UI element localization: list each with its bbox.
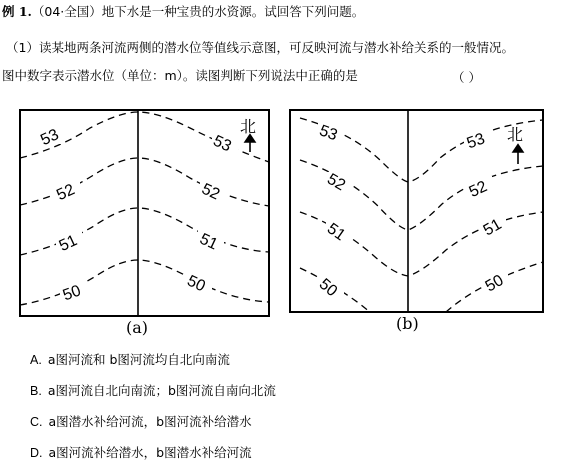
label-a-52-right: 52 xyxy=(198,180,223,204)
north-label-a: 北 xyxy=(240,117,257,136)
option-c[interactable] xyxy=(30,412,252,430)
label-b-50-right: 50 xyxy=(482,271,507,296)
option-a-text: a图河流和 b图河流均自北向南流 xyxy=(47,352,230,367)
caption-a: (a) xyxy=(126,318,149,337)
label-a-50-left: 50 xyxy=(60,282,84,305)
label-b-52-right: 52 xyxy=(466,178,490,202)
diagram-a xyxy=(20,110,269,337)
label-b-53-left: 53 xyxy=(316,122,340,145)
option-b[interactable] xyxy=(30,381,276,399)
question-number: 例 1. xyxy=(2,4,32,19)
label-b-51-right: 51 xyxy=(480,215,505,240)
subquestion-1: （1）读某地两条河流两侧的潜水位等值线示意图，可反映河流与潜水补给关系的一般情况。 xyxy=(6,40,514,55)
label-a-53-right: 53 xyxy=(210,132,234,156)
option-c-text: a图潜水补给河流，b图河流补给潜水 xyxy=(48,414,252,429)
label-a-53-left: 53 xyxy=(38,126,62,150)
option-a-letter: A. xyxy=(30,353,42,367)
label-a-50-right: 50 xyxy=(184,272,208,296)
option-b-text: a图河流自北向南流；b图河流自南向北流 xyxy=(47,383,276,398)
label-b-50-left: 50 xyxy=(315,275,341,301)
option-b-letter: B. xyxy=(30,384,42,398)
answer-blank: （ ） xyxy=(452,70,481,85)
label-b-53-right: 53 xyxy=(464,130,488,153)
contour-a-50 xyxy=(20,260,269,305)
option-a[interactable] xyxy=(30,350,230,368)
caption-b: (b) xyxy=(396,314,419,333)
option-d[interactable] xyxy=(30,443,252,461)
option-c-letter: C. xyxy=(30,415,43,429)
north-label-b: 北 xyxy=(507,125,524,144)
diagram-b xyxy=(290,110,543,333)
subquestion-1-continued: 图中数字表示潜水位（单位：m）。读图判断下列说法中正确的是 xyxy=(2,68,358,83)
question-source: （04·全国） xyxy=(31,4,102,19)
label-b-52-left: 52 xyxy=(324,170,349,195)
option-d-letter: D. xyxy=(30,446,43,460)
option-d-text: a图河流补给潜水，b图潜水补给河流 xyxy=(48,445,252,460)
label-b-51-left: 51 xyxy=(323,220,349,245)
label-a-51-right: 51 xyxy=(196,230,221,254)
label-a-51-left: 51 xyxy=(56,232,80,256)
label-a-52-left: 52 xyxy=(54,181,78,205)
question-stem: 地下水是一种宝贵的水资源。试回答下列问题。 xyxy=(101,4,365,19)
